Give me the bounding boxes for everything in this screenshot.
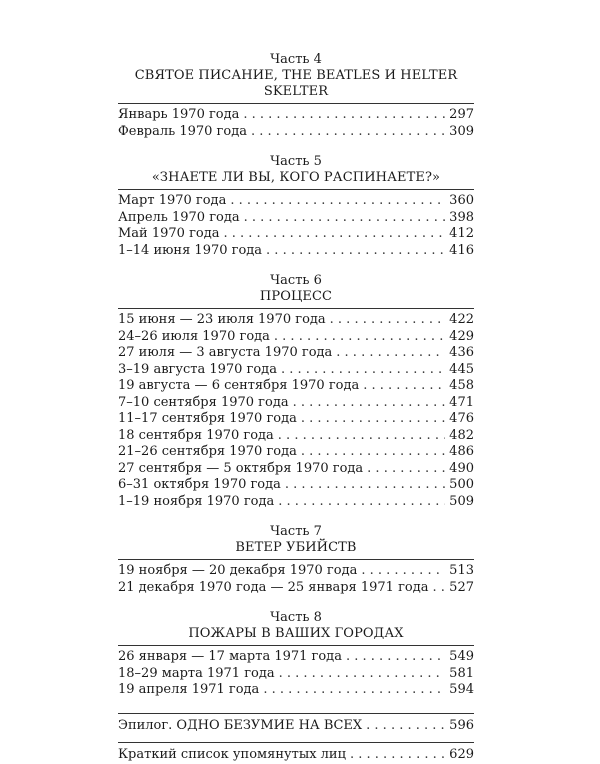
part-title: СВЯТОЕ ПИСАНИЕ, THE BEATLES И HELTER SKELTER: [134, 68, 458, 99]
dot-leader: [279, 666, 446, 683]
toc-entry-page: 476: [449, 411, 474, 426]
dot-leader: [366, 718, 445, 735]
part-7: [118, 524, 474, 596]
toc-entry-persons-list[interactable]: [118, 747, 474, 764]
divider: [118, 308, 474, 309]
toc-entry-label: Эпилог. ОДНО БЕЗУМИЕ НА ВСЕХ: [118, 717, 363, 733]
part-5: [118, 154, 474, 259]
dot-leader: [301, 411, 445, 428]
toc-entry[interactable]: [118, 329, 474, 346]
toc-entry-page: 513: [449, 563, 474, 578]
part-title: ПОЖАРЫ В ВАШИХ ГОРОДАХ: [188, 626, 404, 641]
toc-entry-page: 412: [449, 226, 474, 241]
toc-entry[interactable]: [118, 428, 474, 445]
toc-entry[interactable]: [118, 378, 474, 395]
toc-entry[interactable]: [118, 411, 474, 428]
divider: [118, 742, 474, 743]
toc-entry[interactable]: [118, 210, 474, 227]
toc-entry-epilogue[interactable]: [118, 718, 474, 735]
part-6: [118, 273, 474, 510]
dot-leader: [350, 747, 445, 764]
toc-entry-page: 297: [449, 107, 474, 122]
toc-entry-page: 422: [449, 312, 474, 327]
part-heading: Часть 8: [270, 610, 322, 625]
dot-leader: [278, 494, 445, 511]
toc-entry-label: Февраль 1970 года: [118, 123, 247, 139]
dot-leader: [336, 345, 445, 362]
toc-entry-label: 24–26 июля 1970 года: [118, 328, 270, 344]
toc-entry-label: Январь 1970 года: [118, 107, 240, 122]
toc-entry-page: 629: [449, 747, 474, 762]
table-of-contents: [118, 52, 474, 764]
dot-leader: [361, 563, 445, 580]
toc-entry-label: 15 июня — 23 июля 1970 года: [118, 312, 326, 327]
dot-leader: [230, 193, 445, 210]
toc-entry-label: 21–26 сентября 1970 года: [118, 444, 297, 459]
part-heading: Часть 7: [270, 524, 322, 539]
toc-entry[interactable]: [118, 461, 474, 478]
part-heading: Часть 6: [270, 273, 322, 288]
part-title: «ЗНАЕТЕ ЛИ ВЫ, КОГО РАСПИНАЕТЕ?»: [151, 170, 441, 185]
part-8: [118, 610, 474, 699]
toc-entry-label: 11–17 сентября 1970 года: [118, 411, 297, 426]
divider: [118, 559, 474, 560]
dot-leader: [251, 124, 445, 141]
toc-entry-page: 596: [449, 717, 474, 733]
toc-entry-label: 19 ноября — 20 декабря 1970 года: [118, 563, 358, 578]
part-title: ВЕТЕР УБИЙСТВ: [235, 540, 357, 555]
toc-entry-label: 1–14 июня 1970 года: [118, 242, 263, 258]
toc-entry-label: 18 сентября 1970 года: [118, 427, 274, 443]
toc-entry-page: 436: [449, 345, 474, 360]
divider: [118, 103, 474, 104]
dot-leader: [274, 329, 445, 346]
toc-entry[interactable]: [118, 226, 474, 243]
part-title: ПРОЦЕСС: [259, 289, 333, 304]
toc-entry-label: 27 июля — 3 августа 1970 года: [118, 345, 333, 360]
toc-entry[interactable]: [118, 312, 474, 329]
dot-leader: [244, 210, 446, 227]
toc-entry-label: 18–29 марта 1971 года: [118, 665, 275, 681]
toc-entry-label: Май 1970 года: [118, 226, 220, 241]
dot-leader: [367, 461, 445, 478]
dot-leader: [223, 226, 445, 243]
toc-entry-page: 581: [449, 665, 474, 681]
dot-leader: [363, 378, 445, 395]
toc-entry[interactable]: [118, 682, 474, 699]
toc-entry-page: 471: [449, 394, 474, 410]
toc-entry-label: 21 декабря 1970 года — 25 января 1971 года: [118, 579, 429, 595]
toc-entry-label: 3–19 августа 1970 года: [118, 361, 277, 377]
part-4: [118, 52, 474, 140]
dot-leader: [301, 444, 445, 461]
toc-entry-page: 416: [449, 242, 474, 258]
toc-entry-page: 398: [449, 209, 474, 225]
toc-entry-page: 527: [449, 579, 474, 595]
dot-leader: [281, 362, 445, 379]
toc-entry-label: 7–10 сентября 1970 года: [118, 394, 289, 410]
toc-entry-page: 458: [449, 378, 474, 393]
toc-entry-page: 500: [449, 477, 474, 492]
toc-entry-page: 549: [449, 649, 474, 664]
toc-entry-page: 309: [449, 123, 474, 139]
dot-leader: [293, 395, 446, 412]
toc-entry[interactable]: [118, 580, 474, 597]
toc-entry[interactable]: [118, 395, 474, 412]
toc-entry[interactable]: [118, 494, 474, 511]
toc-entry-page: 360: [449, 193, 474, 208]
toc-entry-page: 594: [449, 682, 474, 697]
toc-entry-page: 429: [449, 328, 474, 344]
dot-leader: [346, 649, 445, 666]
toc-entry-label: 6–31 октября 1970 года: [118, 477, 281, 492]
toc-entry-label: 19 августа — 6 сентября 1970 года: [118, 378, 360, 393]
toc-entry-label: 26 января — 17 марта 1971 года: [118, 649, 342, 664]
toc-entry-page: 509: [449, 493, 474, 509]
part-heading: Часть 4: [270, 52, 322, 67]
divider: [118, 713, 474, 714]
toc-entry[interactable]: [118, 444, 474, 461]
toc-entry-label: 27 сентября — 5 октября 1970 года: [118, 460, 364, 476]
toc-entry[interactable]: [118, 243, 474, 260]
toc-entry[interactable]: [118, 477, 474, 494]
divider: [118, 645, 474, 646]
toc-entry-label: Март 1970 года: [118, 193, 227, 208]
dot-leader: [243, 107, 445, 124]
toc-entry-label: 1–19 ноября 1970 года: [118, 493, 275, 509]
dot-leader: [266, 243, 445, 260]
toc-entry[interactable]: [118, 124, 474, 141]
toc-entry-page: 445: [449, 361, 474, 377]
divider: [118, 189, 474, 190]
toc-entry[interactable]: [118, 345, 474, 362]
toc-entry-label: Краткий список упомянутых лиц: [118, 747, 346, 762]
dot-leader: [432, 580, 445, 597]
toc-entry-page: 486: [449, 444, 474, 459]
toc-entry[interactable]: [118, 107, 474, 124]
toc-entry-label: 19 апреля 1971 года: [118, 682, 260, 697]
toc-entry[interactable]: [118, 193, 474, 210]
part-heading: Часть 5: [270, 154, 322, 169]
toc-entry[interactable]: [118, 666, 474, 683]
toc-entry-label: Апрель 1970 года: [118, 209, 240, 225]
dot-leader: [263, 682, 445, 699]
toc-entry-page: 490: [449, 460, 474, 476]
dot-leader: [285, 477, 445, 494]
epilogue-section: [118, 713, 474, 735]
toc-entry[interactable]: [118, 362, 474, 379]
persons-list-section: [118, 742, 474, 764]
toc-entry-page: 482: [449, 427, 474, 443]
toc-entry[interactable]: [118, 649, 474, 666]
dot-leader: [330, 312, 446, 329]
toc-entry[interactable]: [118, 563, 474, 580]
dot-leader: [278, 428, 445, 445]
